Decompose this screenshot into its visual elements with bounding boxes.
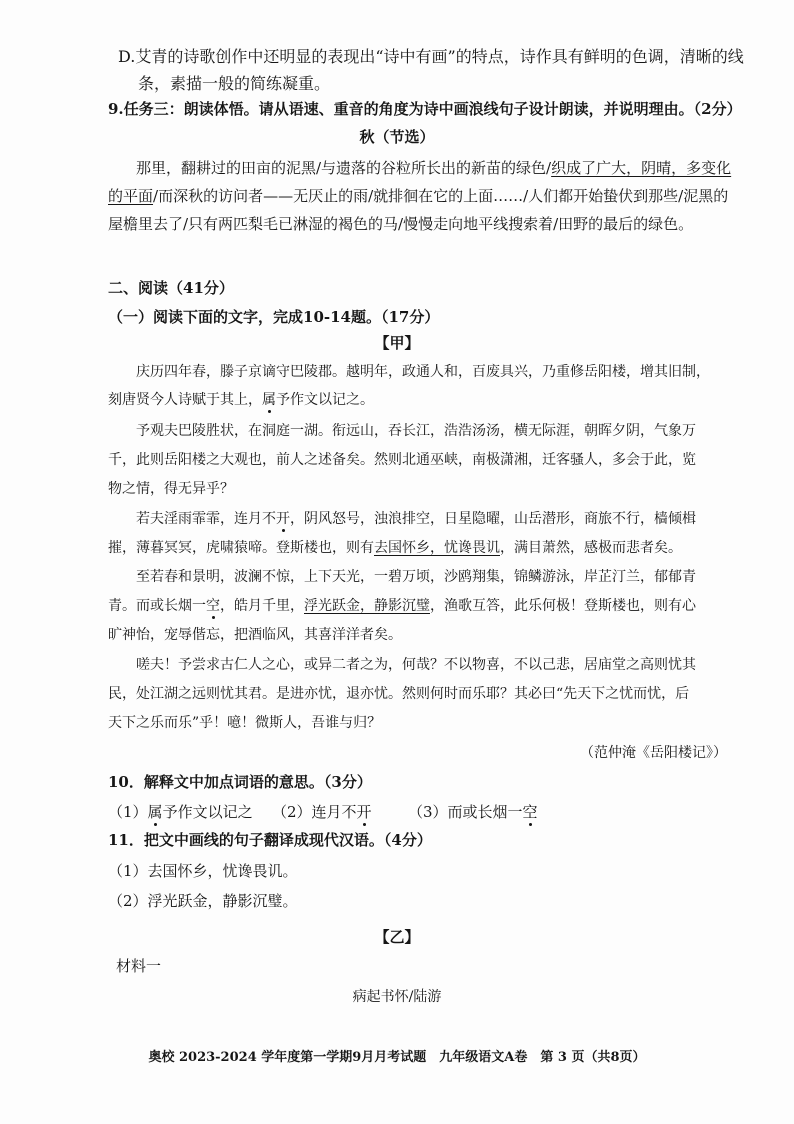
passage-p2-line-3: 物之情，得无异乎？ (108, 481, 234, 497)
section-header: 二、阅读（41分） (108, 279, 234, 297)
passage-source: （范仲淹《岳阳楼记》） (580, 745, 727, 761)
q10-item-1-num: （1） (108, 803, 148, 821)
underlined-sentence-2: 浮光跃金，静影沉璧 (304, 598, 430, 614)
material-one-label: 材料一 (116, 957, 162, 975)
passage-text: 刻唐贤今人诗赋于其上， (108, 392, 262, 408)
q10-item-1 (108, 801, 253, 822)
passage-text: 青。而或长烟一 (108, 598, 206, 614)
passage-p2-line-1: 予观夫巴陵胜状，在洞庭一湖。衔远山，吞长江，浩浩汤汤，横无际涯，朝晖夕阴，气象万 (136, 423, 696, 439)
q10-item-3 (408, 801, 538, 822)
poem-line-1-text: 那里，翻耕过的田亩的泥黑/与遗落的谷粒所长出的新苗的绿色/ (136, 159, 552, 177)
passage-p3-line-2 (108, 537, 682, 557)
q9-prompt: 9.任务三：朗读体悟。请从语速、重音的角度为诗中画浪线句子设计朗读，并说明理由。（2分） (108, 100, 742, 118)
dotted-char-shu: 属 (262, 392, 276, 408)
passage-p4-line-2 (108, 595, 696, 615)
q11-prompt: 11．把文中画线的句子翻译成现代汉语。（4分） (108, 831, 432, 849)
yi-label: 【乙】 (374, 928, 420, 946)
passage-p3-line-1 (136, 508, 696, 528)
poem-title: 秋（节选） (359, 128, 435, 146)
passage-p5-line-2: 民，处江湖之远则忧其君。是进亦忧，退亦忧。然则何时而乐耶？其必曰“先天下之忧而忧，后 (108, 686, 690, 702)
option-d-line-2: 条，素描一般的简练凝重。 (138, 74, 331, 93)
passage-text: ，满目萧然，感极而悲者矣。 (500, 540, 682, 556)
passage-text: ，渔歌互答，此乐何极！登斯楼也，则有心 (430, 598, 696, 614)
passage-text: 予作文以记之。 (276, 392, 374, 408)
poem-line-2-text: /而深秋的访问者——无厌止的雨/就排徊在它的上面……/人们都开始蛰伏到那些/泥黑的 (153, 187, 729, 205)
q10-prompt: 10．解释文中加点词语的意思。（3分） (108, 773, 372, 791)
q11-item-2: （2）浮光跃金，静影沉璧。 (108, 892, 298, 910)
poem-wavy-underline-2: 的平面 (108, 187, 154, 205)
passage-text: 若夫淫雨霏霏，连月不 (136, 511, 276, 527)
yi-poem-title: 病起书怀/陆游 (352, 989, 442, 1005)
page-footer: 奥校 2023-2024 学年度第一学期9月月考试题 九年级语文A卷 第 3 页（共8页） (148, 1050, 646, 1065)
q10-dotted-shu: 属 (147, 803, 163, 821)
poem-line-1 (136, 157, 731, 178)
q11-item-1: （1）去国怀乡，忧谗畏讥。 (108, 862, 298, 880)
passage-text: ，阴风怒号，浊浪排空，日星隐曜，山岳潜形，商旅不行，樯倾楫 (290, 511, 696, 527)
dotted-char-kong: 空 (206, 598, 220, 614)
poem-line-3: 屋檐里去了/只有两匹梨毛已淋湿的褐色的马/慢慢走向地平线搜索着/田野的最后的绿色。 (108, 215, 694, 233)
passage-text: ，皓月千里， (220, 598, 304, 614)
poem-wavy-underline-1: 织成了广大，阴晴，多变化 (551, 159, 732, 177)
passage-p4-line-3: 旷神怡，宠辱偕忘，把酒临风，其喜洋洋者矣。 (108, 627, 402, 643)
jia-label: 【甲】 (374, 334, 420, 352)
poem-line-2 (108, 185, 728, 206)
part-one-header: （一）阅读下面的文字，完成10-14题。（17分） (108, 308, 440, 326)
q10-item-1-text: 予作文以记之 (162, 803, 253, 821)
dotted-char-kai: 开 (276, 511, 290, 527)
option-d-line-1: D.艾青的诗歌创作中还明显的表现出“诗中有画”的特点，诗作具有鲜明的色调，清晰的线 (118, 47, 744, 66)
q10-dotted-kong: 空 (522, 803, 538, 821)
passage-p2-line-2: 千，此则岳阳楼之大观也，前人之述备矣。然则北通巫峡，南极潇湘，迁客骚人，多会于此，览 (108, 452, 696, 468)
q10-item-3-text: （3）而或长烟一 (408, 803, 523, 821)
passage-p1-line-2 (108, 389, 374, 409)
q10-item-2-text: （2）连月不 (272, 803, 357, 821)
q10-item-2 (272, 801, 372, 822)
passage-p5-line-1: 嗟夫！予尝求古仁人之心，或异二者之为，何哉？不以物喜，不以己悲，居庙堂之高则忧其 (136, 657, 696, 673)
passage-p1-line-1: 庆历四年春，滕子京谪守巴陵郡。越明年，政通人和，百废具兴，乃重修岳阳楼，增其旧制， (136, 364, 710, 380)
passage-text: 摧，薄暮冥冥，虎啸猿啼。登斯楼也，则有 (108, 540, 374, 556)
passage-p5-line-3: 天下之乐而乐”乎！噫！微斯人，吾谁与归？ (108, 715, 382, 731)
passage-p4-line-1: 至若春和景明，波澜不惊，上下天光，一碧万顷，沙鸥翔集，锦鳞游泳，岸芷汀兰，郁郁青 (136, 569, 696, 585)
underlined-sentence-1: 去国怀乡，忧谗畏讥 (374, 540, 500, 556)
q10-dotted-kai: 开 (356, 803, 372, 821)
